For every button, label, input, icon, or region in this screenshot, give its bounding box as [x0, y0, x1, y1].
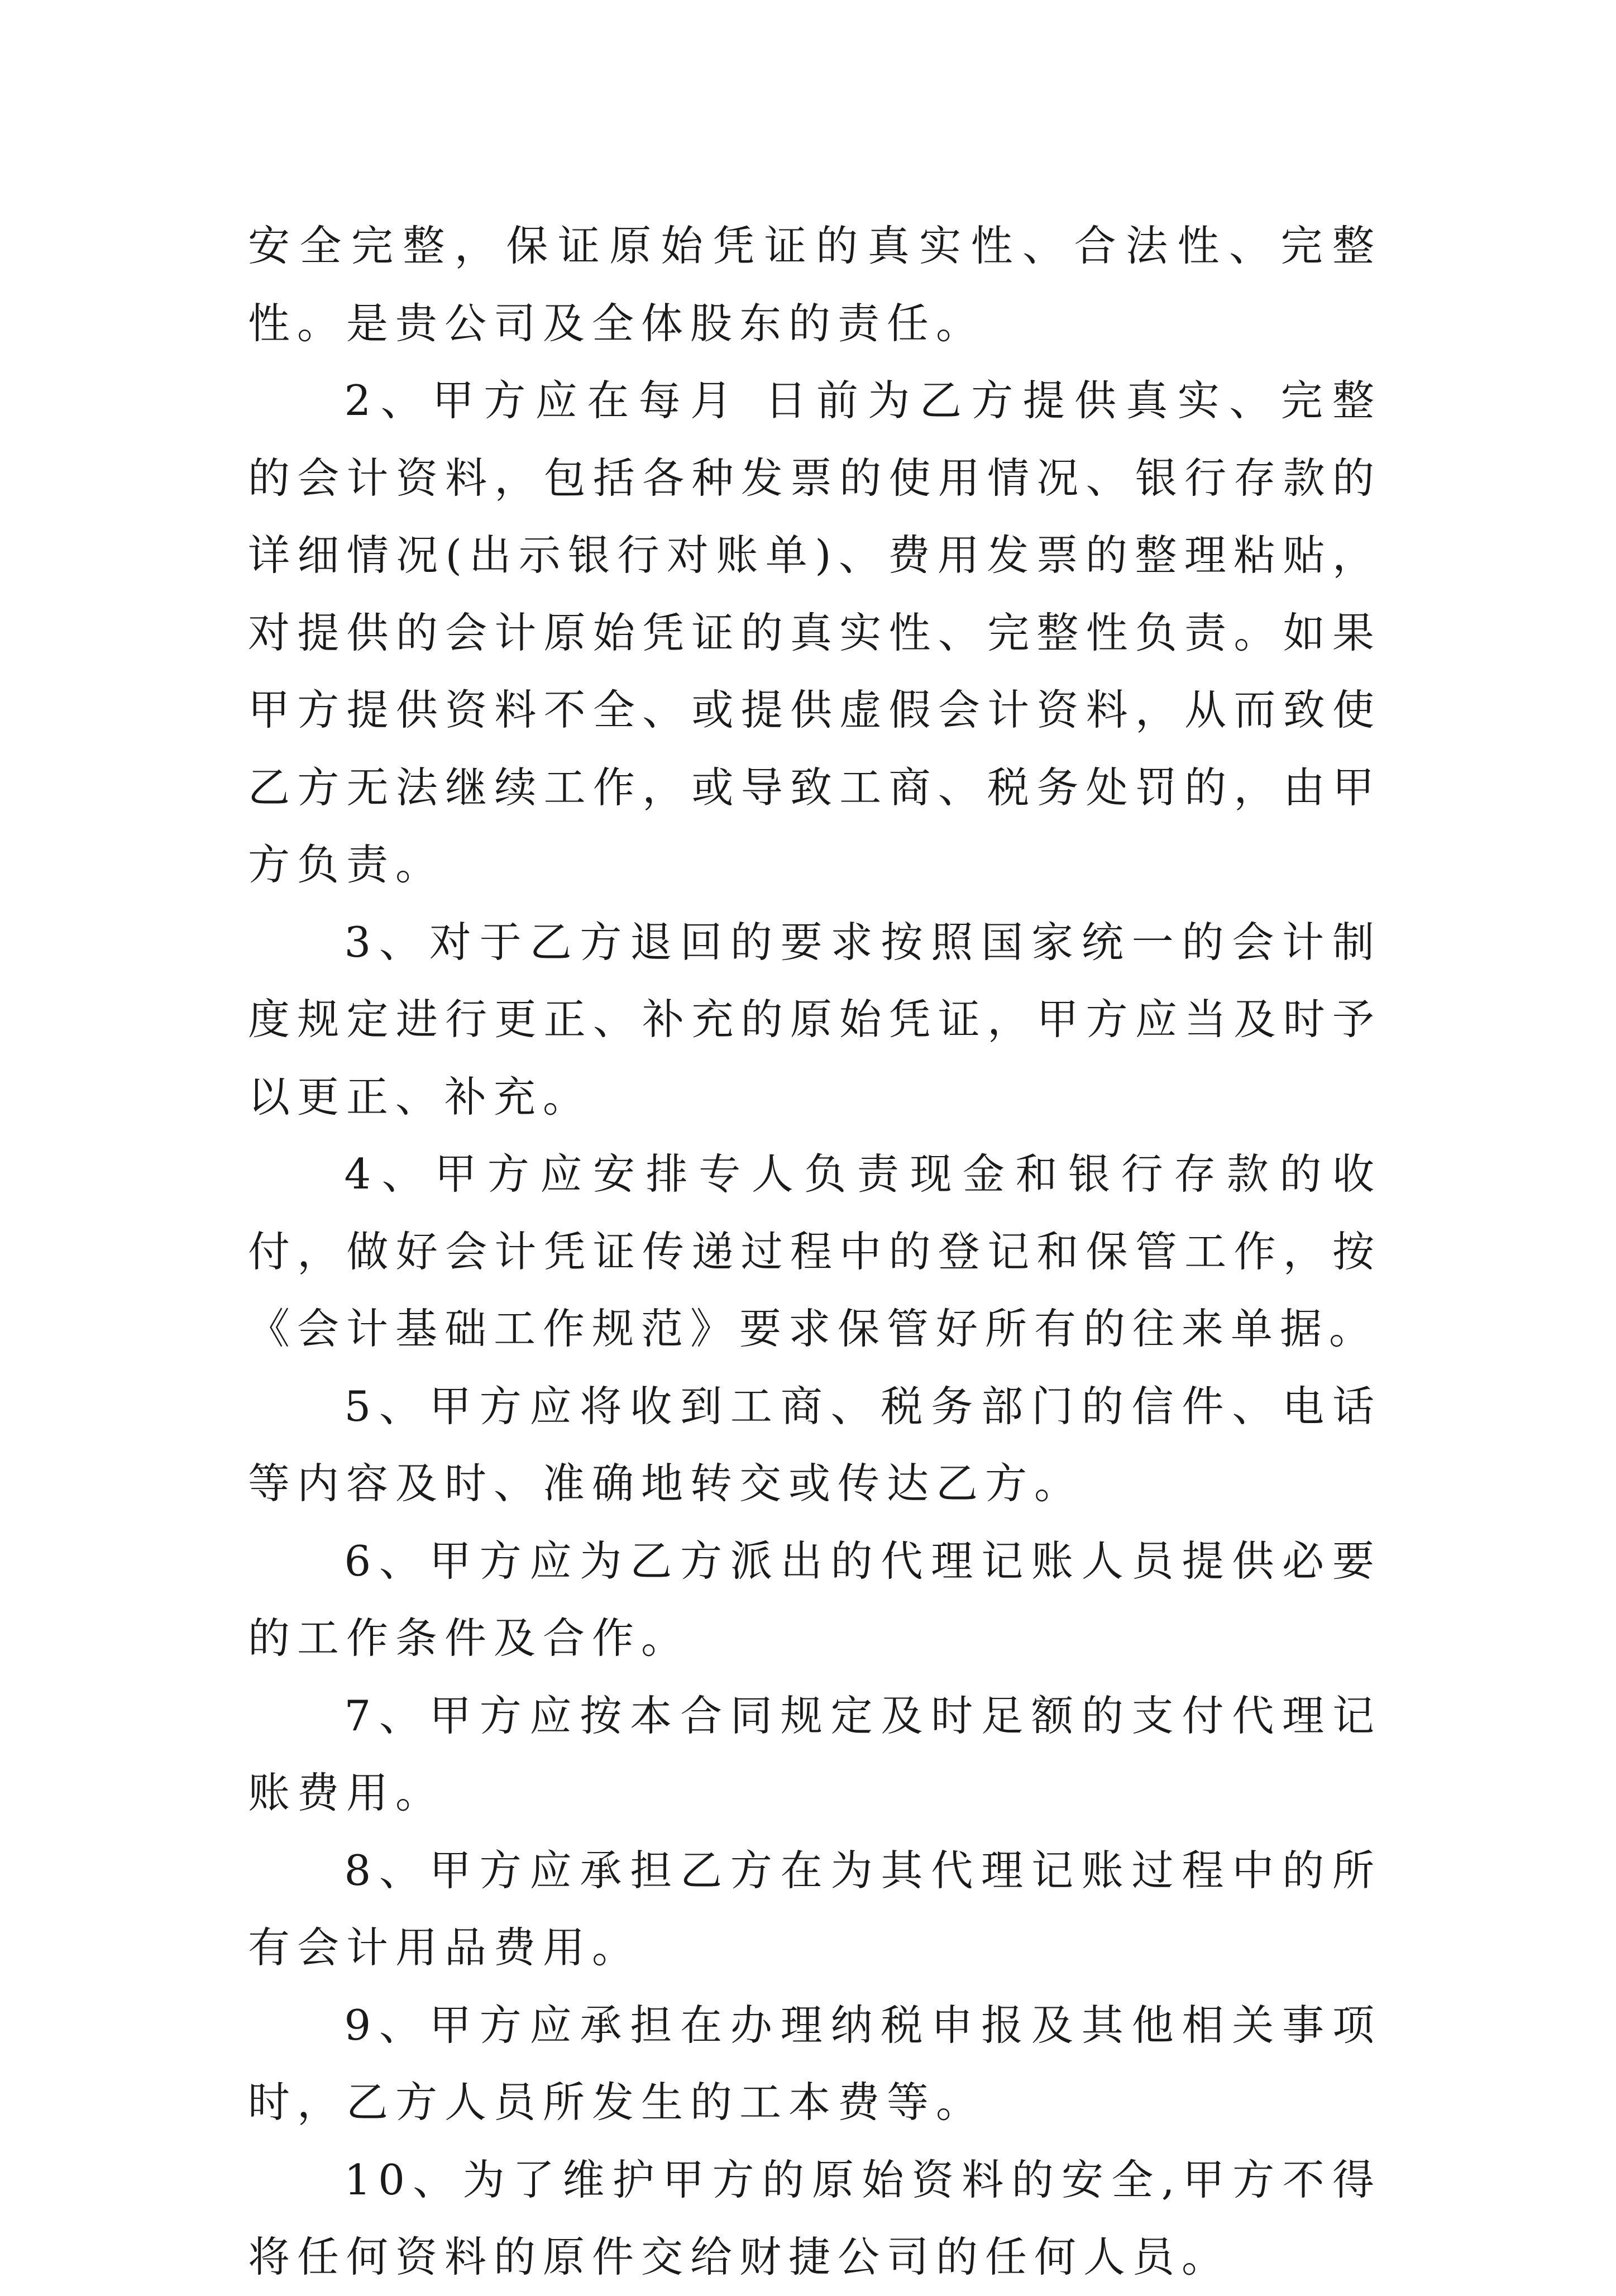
paragraph-clause-3: 3、对于乙方退回的要求按照国家统一的会计制度规定进行更正、补充的原始凭证，甲方应当及时予以更正、补充。 — [248, 917, 1381, 1121]
paragraph-clause-8: 8、甲方应承担乙方在为其代理记账过程中的所有会计用品费用。 — [248, 1845, 1381, 1972]
paragraph-clause-10: 10、为了维护甲方的原始资料的安全,甲方不得将任何资料的原件交给财捷公司的任何人员。 — [248, 2155, 1381, 2281]
paragraph-continuation: 安全完整，保证原始凭证的真实性、合法性、完整性。是贵公司及全体股东的责任。 — [248, 221, 1381, 348]
paragraph-clause-9: 9、甲方应承担在办理纳税申报及其他相关事项时，乙方人员所发生的工本费等。 — [248, 2000, 1381, 2127]
paragraph-clause-5: 5、甲方应将收到工商、税务部门的信件、电话等内容及时、准确地转交或传达乙方。 — [248, 1381, 1381, 1508]
paragraph-clause-7: 7、甲方应按本合同规定及时足额的支付代理记账费用。 — [248, 1691, 1381, 1817]
paragraph-clause-2: 2、甲方应在每月 日前为乙方提供真实、完整的会计资料，包括各种发票的使用情况、银行存款的详细情况(出示银行对账单)、费用发票的整理粘贴，对提供的会计原始凭证的真实性、完整性负责。如果甲方提供资料不全、或提供虚假会计资料，从而致使乙方无法继续工作，或导致工商、税务处罚的，由甲方负责。 — [248, 376, 1381, 889]
paragraph-clause-6: 6、甲方应为乙方派出的代理记账人员提供必要的工作条件及合作。 — [248, 1536, 1381, 1663]
paragraph-clause-4: 4、甲方应安排专人负责现金和银行存款的收付，做好会计凭证传递过程中的登记和保管工作，按《会计基础工作规范》要求保管好所有的往来单据。 — [248, 1149, 1381, 1353]
document-body — [248, 207, 1381, 2296]
